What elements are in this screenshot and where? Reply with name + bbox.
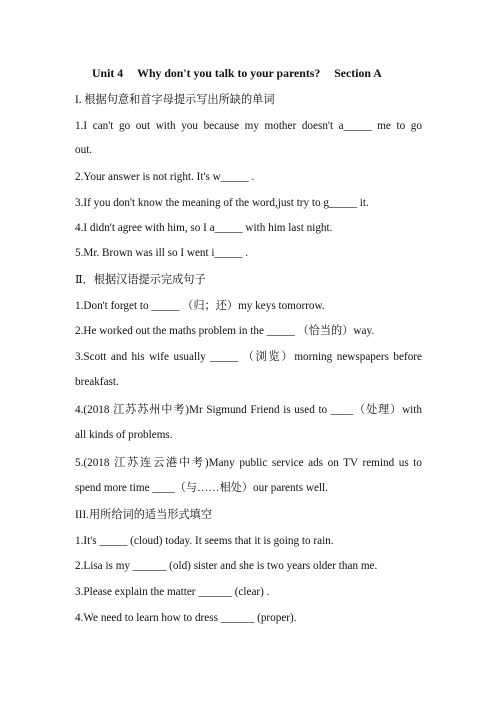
exercise-item: 3.If you don't know the meaning of the word,just try to g_____ it.: [75, 197, 369, 209]
exercise-item-continued: spend more time ____（与……相处）our parents well.: [75, 482, 328, 494]
exercise-item: 2.He worked out the maths problem in the _____ （恰当的）way.: [75, 325, 375, 337]
exercise-item: 1.Don't forget to _____ （归；还）my keys tomorrow.: [75, 300, 325, 312]
exercise-item-continued: breakfast.: [75, 376, 119, 388]
exercise-item: 2.Lisa is my ______ (old) sister and she is two years older than me.: [75, 560, 378, 572]
section-heading: Ⅱ．根据汉语提示完成句子: [75, 274, 206, 286]
exercise-item: 5.(2018 江苏连云港中考)Many public service ads on TV remind us to: [75, 457, 422, 469]
exercise-item: 3.Please explain the matter ______ (clear) .: [75, 586, 270, 598]
title-question: Why don't you talk to your parents?: [137, 66, 321, 80]
exercise-item: 5.Mr. Brown was ill so I went i_____ .: [75, 247, 249, 259]
exercise-item: 1.It's _____ (cloud) today. It seems that it is going to rain.: [75, 535, 334, 547]
exercise-item: 4.We need to learn how to dress ______ (proper).: [75, 612, 297, 624]
section-heading: III.用所给词的适当形式填空: [75, 509, 213, 521]
exercise-item-continued: all kinds of problems.: [75, 429, 173, 441]
exercise-item: 3.Scott and his wife usually _____ （浏览）morning newspapers before: [75, 351, 422, 363]
exercise-item: 1.I can't go out with you because my mother doesn't a_____ me to go: [75, 120, 422, 132]
title-section: Section A: [334, 66, 382, 80]
exercise-item: 4.I didn't agree with him, so I a_____ with him last night.: [75, 222, 333, 234]
section-heading: I. 根据句意和首字母提示写出所缺的单词: [75, 94, 275, 106]
title-unit: Unit 4: [92, 66, 124, 80]
exercise-item: 2.Your answer is not right. It's w_____ .: [75, 171, 255, 183]
exercise-item: 4.(2018 江苏苏州中考)Mr Sigmund Friend is used to ____（处理）with: [75, 404, 422, 416]
exercise-item-continued: out.: [75, 144, 93, 156]
page-title: [92, 66, 382, 81]
